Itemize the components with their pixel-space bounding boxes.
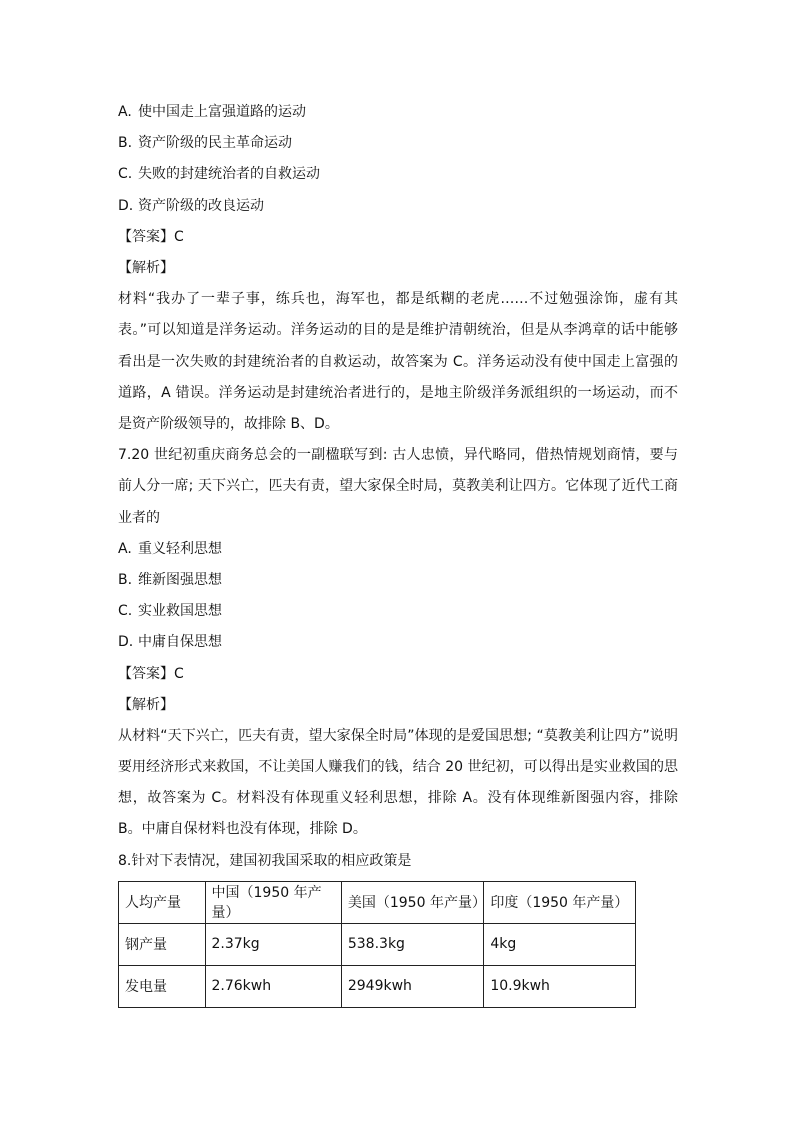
- option-text: 实业救国思想: [138, 603, 222, 620]
- q6-analysis-label: 【解析】: [118, 259, 174, 276]
- q7-answer: 【答案】C: [118, 665, 184, 682]
- q7-option-c[interactable]: [118, 596, 678, 627]
- table-cell: 10.9kwh: [484, 965, 636, 1007]
- q6-option-b[interactable]: [118, 128, 678, 159]
- q6-answer: 【答案】C: [118, 228, 184, 245]
- table-cell: 钢产量: [119, 923, 206, 965]
- option-text: 维新图强思想: [138, 571, 222, 588]
- option-letter: A.: [118, 104, 132, 120]
- table-row: [119, 965, 636, 1007]
- table-header-cell: 中国（1950 年产量）: [205, 881, 341, 923]
- table-header-cell: 人均产量: [119, 881, 206, 923]
- option-letter: C.: [118, 603, 133, 620]
- option-letter: B.: [118, 135, 133, 152]
- production-table: [118, 881, 636, 1008]
- document-page: [118, 97, 678, 1008]
- option-text: 资产阶级的民主革命运动: [138, 135, 292, 152]
- q6-option-c[interactable]: [118, 159, 678, 190]
- option-letter: A.: [118, 540, 132, 557]
- table-cell: 2.76kwh: [205, 965, 341, 1007]
- option-text: 失败的封建统治者的自救运动: [138, 166, 320, 183]
- q7-option-d[interactable]: [118, 627, 678, 658]
- option-text: 资产阶级的改良运动: [138, 197, 264, 214]
- table-header-cell: 印度（1950 年产量）: [484, 881, 636, 923]
- q6-option-d[interactable]: [118, 191, 678, 222]
- q6-option-a[interactable]: [118, 97, 678, 128]
- q7-option-b[interactable]: [118, 565, 678, 596]
- option-letter: D.: [118, 197, 134, 214]
- option-text: 中庸自保思想: [138, 634, 222, 651]
- option-letter: D.: [118, 634, 134, 651]
- table-cell: 538.3kg: [341, 923, 483, 965]
- table-cell: 2.37kg: [205, 923, 341, 965]
- q7-stem: 7.20 世纪初重庆商务总会的一副楹联写到: 古人忠愤，异代略同，借热情规划商情，要与前人分一席; 天下兴亡，匹夫有责，望大家保全时局，莫教美利让四方。它体现了近代工商业者的: [118, 447, 678, 526]
- table-header-row: [119, 881, 636, 923]
- q7-option-a[interactable]: [118, 534, 678, 565]
- table-header-cell: 美国（1950 年产量）: [341, 881, 483, 923]
- option-letter: C.: [118, 166, 133, 183]
- q7-analysis-text: 从材料“天下兴亡，匹夫有责，望大家保全时局”体现的是爱国思想; “莫教美利让四方”说明要用经济形式来救国，不让美国人赚我们的钱，结合 20 世纪初，可以得出是实业救国的思想，故答案为 C。材料没有体现重义轻利思想，排除 A。没有体现维新图强内容，排除 B。中庸自保材料也没有体现，排除 D。: [118, 727, 678, 838]
- table-cell: 4kg: [484, 923, 636, 965]
- option-text: 重义轻利思想: [138, 540, 222, 557]
- q6-analysis-text: 材料“我办了一辈子事，练兵也，海军也，都是纸糊的老虎……不过勉强涂饰，虚有其表。”可以知道是洋务运动。洋务运动的目的是是维护清朝统治，但是从李鸿章的话中能够看出是一次失败的封建统治者的自救运动，故答案为 C。洋务运动没有使中国走上富强的道路，A 错误。洋务运动是封建统治者进行的，是地主阶级洋务派组织的一场运动，而不是资产阶级领导的，故排除 B、D。: [118, 291, 678, 432]
- option-letter: B.: [118, 571, 133, 588]
- option-text: 使中国走上富强道路的运动: [138, 104, 306, 120]
- table-cell: 发电量: [119, 965, 206, 1007]
- table-cell: 2949kwh: [341, 965, 483, 1007]
- q8-stem: 8.针对下表情况，建国初我国采取的相应政策是: [118, 852, 412, 869]
- table-row: [119, 923, 636, 965]
- q7-analysis-label: 【解析】: [118, 696, 174, 713]
